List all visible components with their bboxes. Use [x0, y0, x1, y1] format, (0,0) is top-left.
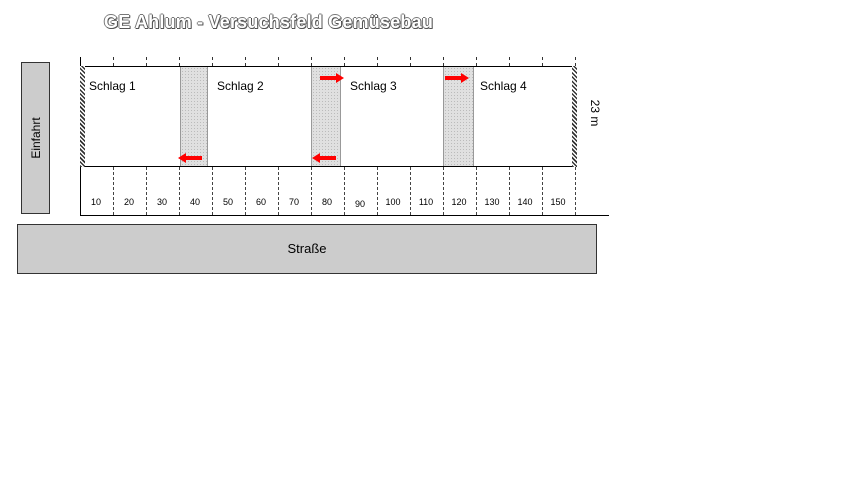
scale-label: 60: [255, 197, 266, 207]
arrow-right-icon: [320, 73, 344, 83]
scale-label: 50: [222, 197, 233, 207]
top-tick: [443, 57, 444, 66]
scale-separator: [377, 167, 378, 215]
plot-label-2: Schlag 2: [217, 79, 264, 93]
scale-separator: [146, 167, 147, 215]
scale-label: 40: [189, 197, 200, 207]
top-tick: [476, 57, 477, 66]
scale-separator: [179, 167, 180, 215]
top-tick: [245, 57, 246, 66]
scale-label: 110: [418, 197, 434, 207]
scale-separator: [542, 167, 543, 215]
scale-separator: [443, 167, 444, 215]
scale-label: 100: [385, 197, 401, 207]
field-width-label: 23 m: [588, 99, 602, 127]
scale-label: 30: [156, 197, 167, 207]
top-tick: [509, 57, 510, 66]
top-tick: [179, 57, 180, 66]
scale-separator: [113, 167, 114, 215]
top-tick: [278, 57, 279, 66]
field-right-hatch: [572, 66, 577, 167]
scale-separator: [311, 167, 312, 215]
top-tick: [212, 57, 213, 66]
scale-label: 70: [288, 197, 299, 207]
top-tick: [146, 57, 147, 66]
top-tick: [575, 57, 576, 66]
scale-separator: [509, 167, 510, 215]
top-tick: [377, 57, 378, 66]
plot-label-4: Schlag 4: [480, 79, 527, 93]
scale-label: 90: [354, 199, 365, 209]
top-tick: [311, 57, 312, 66]
road-label: Straße: [287, 241, 327, 256]
scale-separator: [245, 167, 246, 215]
scale-label: 20: [123, 197, 134, 207]
scale-label: 10: [90, 197, 101, 207]
top-tick: [344, 57, 345, 66]
scale-baseline: [80, 215, 609, 216]
scale-label: 120: [451, 197, 467, 207]
plot-label-3: Schlag 3: [350, 79, 397, 93]
path-strip-1: [180, 67, 208, 166]
scale-label: 150: [550, 197, 566, 207]
entrance-area: [21, 62, 50, 214]
entrance-label: Einfahrt: [28, 117, 43, 159]
arrow-left-icon: [178, 153, 202, 163]
arrow-right-icon: [445, 73, 469, 83]
scale-label: 140: [517, 197, 533, 207]
scale-separator: [410, 167, 411, 215]
scale-separator: [575, 167, 576, 215]
top-tick: [542, 57, 543, 66]
scale-label: 80: [321, 197, 332, 207]
scale-separator: [278, 167, 279, 215]
arrow-left-icon: [312, 153, 336, 163]
top-tick: [113, 57, 114, 66]
top-tick: [410, 57, 411, 66]
road-area: [17, 224, 597, 274]
scale-label: 130: [484, 197, 500, 207]
plot-label-1: Schlag 1: [89, 79, 136, 93]
scale-left-edge: [80, 167, 81, 216]
scale-separator: [476, 167, 477, 215]
field-left-hatch: [80, 66, 85, 167]
diagram-title: GE Ahlum - Versuchsfeld Gemüsebau: [104, 12, 434, 32]
scale-separator: [212, 167, 213, 215]
